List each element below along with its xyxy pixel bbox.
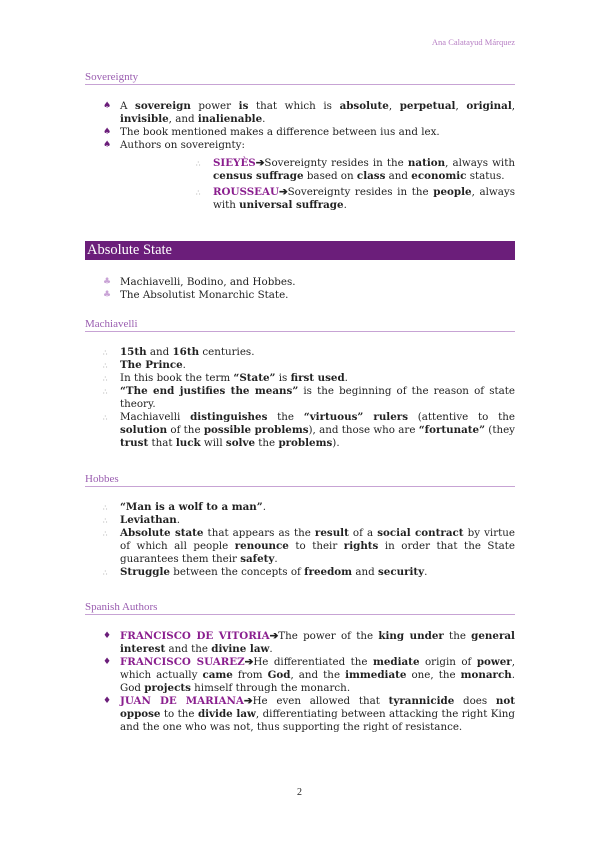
spade-bullet-icon: ♠ <box>103 101 112 111</box>
list-item: ♠ The book mentioned makes a difference between ius and lex. <box>103 126 440 138</box>
club-bullet-icon: ♣ <box>103 277 112 287</box>
list-item: ∴ “Man is a wolf to a man”. <box>103 501 266 513</box>
page-number: 2 <box>297 787 302 798</box>
list-item: ∴ 15th and 16th centuries. <box>103 346 255 358</box>
list-item: ♣ The Absolutist Monarchic State. <box>103 289 289 301</box>
heading-sovereignty: Sovereignty <box>85 71 515 85</box>
list-item: ∴ Leviathan. <box>103 514 181 526</box>
absolute-state-list <box>103 276 515 302</box>
list-item: ♦ FRANCISCO SUAREZ➔He differentiated the mediate origin of power, which actually came from God, and the immediate one, the monarch. God projects himself through the monarch. <box>103 656 516 694</box>
dots-bullet-icon: ∴ <box>196 160 201 168</box>
list-item: ♠ Authors on sovereignty: <box>103 139 245 151</box>
list-item: ∴ Struggle between the concepts of freedom and security. <box>103 566 428 578</box>
dots-bullet-icon: ∴ <box>103 388 108 396</box>
list-item: ♣ Machiavelli, Bodino, and Hobbes. <box>103 276 296 288</box>
dots-bullet-icon: ∴ <box>196 189 201 197</box>
heading-absolute-state: Absolute State <box>85 241 515 260</box>
list-item: ∴ In this book the term “State” is first used. <box>103 372 348 384</box>
dots-bullet-icon: ∴ <box>103 569 108 577</box>
spanish-authors-list <box>103 630 515 734</box>
spade-bullet-icon: ♠ <box>103 127 112 137</box>
hobbes-list <box>103 501 515 579</box>
list-item: ∴ Machiavelli distinguishes the “virtuous” rulers (attentive to the solution of the possible problems), and those who are “fortunate” (they trust that luck will solve the problems). <box>103 411 515 449</box>
spade-bullet-icon: ♠ <box>103 140 112 150</box>
diamond-bullet-icon: ♦ <box>103 696 112 706</box>
header-author: Ana Calatayud Márquez <box>431 37 515 47</box>
list-item: ∴ “The end justifies the means” is the beginning of the reason of state theory. <box>103 385 515 410</box>
list-item: ∴ ROUSSEAU➔Sovereignty resides in the people, always with universal suffrage. <box>196 186 515 211</box>
dots-bullet-icon: ∴ <box>103 504 108 512</box>
dots-bullet-icon: ∴ <box>103 349 108 357</box>
heading-spanish-authors: Spanish Authors <box>85 601 515 615</box>
list-item: ∴ Absolute state that appears as the result of a social contract by virtue of which all people renounce to their rights in order that the State guarantees them their safety. <box>103 527 515 565</box>
list-item: ∴ SIEYÈS➔Sovereignty resides in the nation, always with census suffrage based on class and economic status. <box>196 157 515 182</box>
dots-bullet-icon: ∴ <box>103 375 108 383</box>
sovereignty-authors-list <box>196 157 515 212</box>
list-item: ♠ A sovereign power is that which is absolute, perpetual, original, invisible, and inalienable. <box>103 100 516 125</box>
list-item: ♦ FRANCISCO DE VITORIA➔The power of the king under the general interest and the divine law. <box>103 630 515 655</box>
list-item: ∴ The Prince. <box>103 359 186 371</box>
diamond-bullet-icon: ♦ <box>103 631 112 641</box>
sovereignty-list <box>103 100 515 152</box>
club-bullet-icon: ♣ <box>103 290 112 300</box>
machiavelli-list <box>103 346 515 450</box>
heading-machiavelli: Machiavelli <box>85 318 515 332</box>
diamond-bullet-icon: ♦ <box>103 657 112 667</box>
dots-bullet-icon: ∴ <box>103 530 108 538</box>
dots-bullet-icon: ∴ <box>103 414 108 422</box>
heading-hobbes: Hobbes <box>85 473 515 487</box>
dots-bullet-icon: ∴ <box>103 517 108 525</box>
list-item: ♦ JUAN DE MARIANA➔He even allowed that tyrannicide does not oppose to the divide law, differentiating between attacking the right King and the one who was not, thus supporting the right of resistance. <box>103 695 515 733</box>
dots-bullet-icon: ∴ <box>103 362 108 370</box>
